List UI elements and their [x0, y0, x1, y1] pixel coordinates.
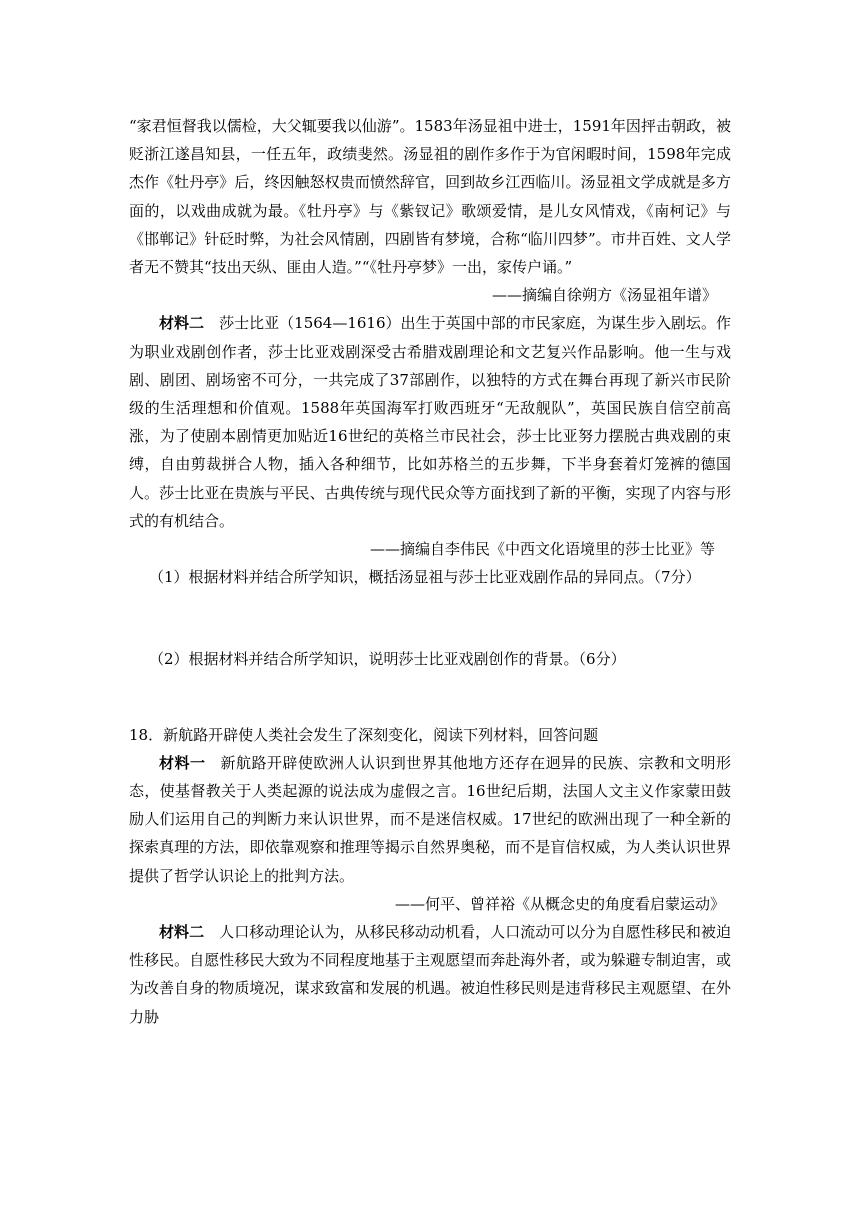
q18-material1-source: ——何平、曾祥裕《从概念史的角度看启蒙运动》 — [394, 894, 725, 913]
passage2-source: ——摘编自李伟民《中西文化语境里的莎士比亚》等 — [369, 540, 715, 559]
passage2-text: 莎士比亚（1564—1616）出生于英国中部的市民家庭，为谋生步入剧坛。作为职业戏剧创作者，莎士比亚戏剧深受古希腊戏剧理论和文艺复兴作品影响。他一生与戏剧、剧团、剧场密不可分，一共完成了37部剧作，以独特的方式在舞台再现了新兴市民阶级的生活理想和价值观。1588年英国海军打败西班牙“无敌舰队”，英国民族自信空前高涨，为了使剧本剧情更加贴近16世纪的英格兰市民社会，莎士比亚努力摆脱古典戏剧的束缚，自由剪裁拼合人物，插入各种细节，比如苏格兰的五步舞，下半身套着灯笼裤的德国人。莎士比亚在贵族与平民、古典传统与现代民众等方面找到了新的平衡，实现了内容与形式的有机结合。 — [129, 314, 731, 530]
q18-material1-paragraph — [129, 749, 731, 890]
question-1: （1）根据材料并结合所学知识，概括汤显祖与莎士比亚戏剧作品的异同点。（7分） — [149, 568, 701, 587]
passage2-label: 材料二 — [159, 314, 205, 333]
passage1-text: “家君恒督我以儒检，大父辄要我以仙游”。1583年汤显祖中进士，1591年因抨击朝政，被贬浙江遂昌知县，一任五年，政绩斐然。汤显祖的剧作多作于为官闲暇时间，1598年完成杰作《牡丹亭》后，终因触怒权贵而愤然辞官，回到故乡江西临川。汤显祖文学成就是多方面的，以戏曲成就为最。《牡丹亭》与《紫钗记》歌颂爱情，是儿女风情戏，《南柯记》与《邯郸记》针砭时弊，为社会风情剧，四剧皆有梦境，合称“临川四梦”。市井百姓、文人学者无不赞其“技出天纵、匪由人造。”“《牡丹亭梦》一出，家传户诵。” — [129, 117, 731, 277]
q18-material1-text: 新航路开辟使欧洲人认识到世界其他地方还存在迥异的民族、宗教和文明形态，使基督教关于人类起源的说法成为虚假之言。16世纪后期，法国人文主义作家蒙田鼓励人们运用自己的判断力来认识世界，而不是迷信权威。17世纪的欧洲出现了一种全新的探索真理的方法，即依靠观察和推理等揭示自然界奥秘，而不是盲信权威，为人类认识世界提供了哲学认识论上的批判方法。 — [129, 753, 731, 885]
answer-space-2 — [129, 674, 731, 721]
question-18-heading: 18．新航路开辟使人类社会发生了深刻变化，阅读下列材料，回答问题 — [129, 725, 599, 744]
passage1-source: ——摘编自徐朔方《汤显祖年谱》 — [491, 286, 717, 305]
exam-page — [129, 112, 731, 1031]
answer-space-1 — [129, 591, 731, 645]
q18-material2-paragraph — [129, 918, 731, 1031]
question-2: （2）根据材料并结合所学知识，说明莎士比亚戏剧创作的背景。（6分） — [149, 650, 626, 669]
passage2-paragraph — [129, 309, 731, 535]
q18-material2-text: 人口移动理论认为，从移民移动动机看，人口流动可以分为自愿性移民和被迫性移民。自愿性移民大致为不同程度地基于主观愿望而奔赴海外者，或为躲避专制迫害，或为改善自身的物质境况，谋求致富和发展的机遇。被迫性移民则是违背移民主观愿望、在外力胁 — [129, 923, 731, 1026]
q18-material2-label: 材料二 — [159, 923, 205, 942]
q18-material1-label: 材料一 — [159, 753, 206, 772]
